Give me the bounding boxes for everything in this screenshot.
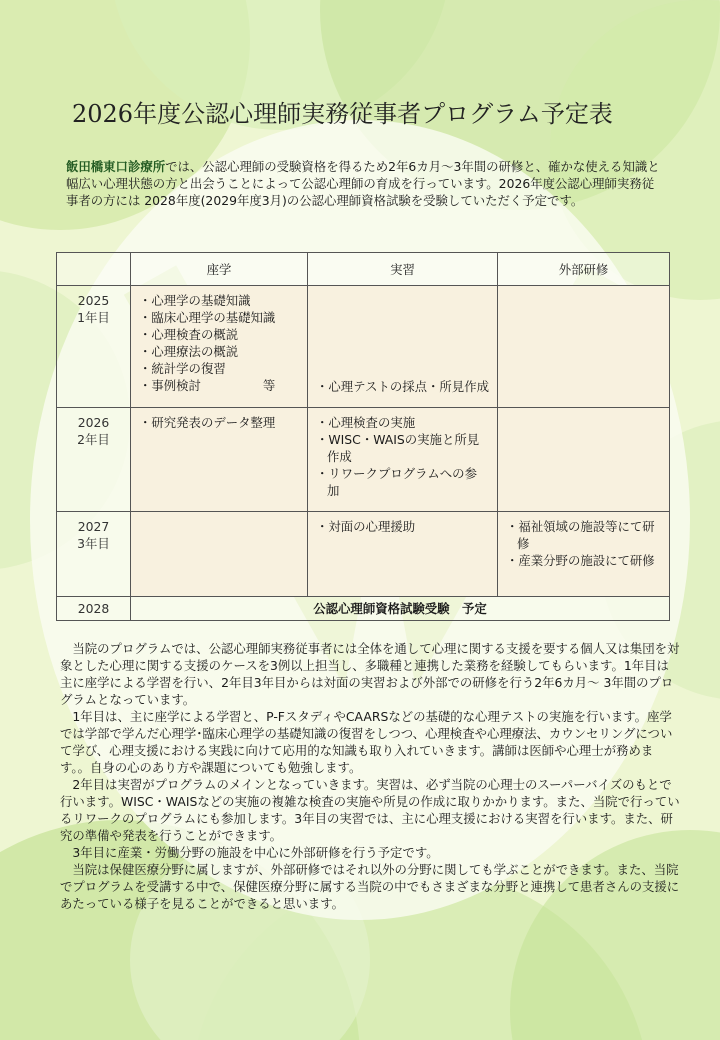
table-row <box>57 596 670 620</box>
year-label: 2025 <box>77 293 110 308</box>
grade-label: 2年目 <box>77 431 110 447</box>
year-cell <box>57 512 131 596</box>
list-item: ・ 心理検査の概説 <box>139 326 299 343</box>
header-zagaku: 座学 <box>131 253 308 286</box>
zagaku-cell <box>131 407 308 512</box>
body-paragraph: 当院のプログラムでは、公認心理師実務従事者には全体を通して心理に関する支援を要する個人又は集団を対象とした心理に関する支援のケースを3例以上担当し、多職種と連携した業務を経験してもらいます。1年目は主に座学による学習を行い、2年目3年目からは対面の実習および外部での研修を行う2年6カ月～ 3年間のプログラムとなっています。 <box>60 641 680 707</box>
zagaku-cell <box>131 512 308 596</box>
body-paragraph: 当院は保健医療分野に属しますが、外部研修ではそれ以外の分野に関しても学ぶことができます。また、当院でプログラムを受講する中で、保健医療分野に属する当院の中でもさまざまな分野と連携して患者さんの支援にあたっている様子を見ることができると思います。 <box>60 862 680 911</box>
body-paragraph: 2年目は実習がプログラムのメインとなっていきます。実習は、必ず当院の心理士のスーパーバイズのもとで行います。WISC・WAISなどの実施の複雑な検査の実施や所見の作成に取りかかります。また、当院で行っているリワークのプログラムにも参加します。3年目の実習では、主に心理支援における実習を行います。また、研究の準備や発表を行うことができます。 <box>60 777 680 843</box>
intro-text: では、公認心理師の受験資格を得るため2年6カ月～3年間の研修と、確かな使える知識と幅広い心理状態の方と出会うことによって公認心理師の育成を行っています。2026年度公認心理師実務従事者の方には 2028年度(2029年度3月)の公認心理師資格試験を受験していただく予定です。 <box>66 159 660 208</box>
gaibu-cell <box>498 407 670 512</box>
year-cell <box>57 407 131 512</box>
gaibu-cell <box>498 512 670 596</box>
jisshu-cell <box>308 286 498 408</box>
header-blank <box>57 253 131 286</box>
grade-label: 1年目 <box>77 310 110 325</box>
list-item: ・ リワークプログラムへの参加 <box>316 465 489 499</box>
gaibu-cell <box>498 286 670 408</box>
year-label: 2026 <box>77 414 110 430</box>
jisshu-cell <box>308 512 498 596</box>
list-item: ・ 臨床心理学の基礎知識 <box>139 309 299 326</box>
list-item: ・ 研究発表のデータ整理 <box>139 414 299 431</box>
list-item: ・ 心理学の基礎知識 <box>139 292 299 309</box>
list-item: ・ 心理療法の概説 <box>139 343 299 360</box>
intro-paragraph <box>66 158 666 209</box>
grade-label: 3年目 <box>77 536 110 552</box>
zagaku-cell <box>131 286 308 408</box>
list-item: ・ 対面の心理援助 <box>316 518 489 535</box>
body-paragraph: 1年目は、主に座学による学習と、P-FスタディやCAARSなどの基礎的な心理テストの実施を行います。座学では学部で学んだ心理学･臨床心理学の基礎知識の復習をしつつ、心理検査や心理療法、カウンセリングについて学び、心理支援における実践に向けて応用的な知識も取り入れていきます。講師は医師や心理士が務めます。。自身の心のあり方や課題についても勉強します。 <box>60 709 673 775</box>
list-item: ・ 統計学の復習 <box>139 360 299 377</box>
list-item: ・ 心理検査の実施 <box>316 414 489 431</box>
table-header-row <box>57 253 670 286</box>
year-cell: 2028 <box>57 596 131 620</box>
jisshu-cell <box>308 407 498 512</box>
clinic-name: 飯田橋東口診療所 <box>66 159 166 174</box>
table-row <box>57 407 670 512</box>
program-description <box>60 640 680 912</box>
list-item: ・ 事例検討 等 <box>139 377 299 394</box>
table-row <box>57 512 670 596</box>
year-cell <box>57 286 131 408</box>
header-gaibu: 外部研修 <box>498 253 670 286</box>
list-item: ・ WISC・WAISの実施と所見作成 <box>316 431 489 465</box>
exam-cell: 公認心理師資格試験受験 予定 <box>131 596 670 620</box>
table-row <box>57 286 670 408</box>
page-title: 2026年度公認心理師実務従事者プログラム予定表 <box>72 100 613 128</box>
year-label: 2027 <box>77 519 110 535</box>
list-item: ・ 福祉領域の施設等にて研修 <box>506 518 661 552</box>
program-schedule-table <box>56 252 670 621</box>
body-paragraph: 3年目に産業・労働分野の施設を中心に外部研修を行う予定です。 <box>72 845 439 860</box>
header-jisshu: 実習 <box>308 253 498 286</box>
list-item: ・ 心理テストの採点・所見作成 <box>316 378 489 395</box>
list-item: ・ 産業分野の施設にて研修 <box>506 552 661 569</box>
